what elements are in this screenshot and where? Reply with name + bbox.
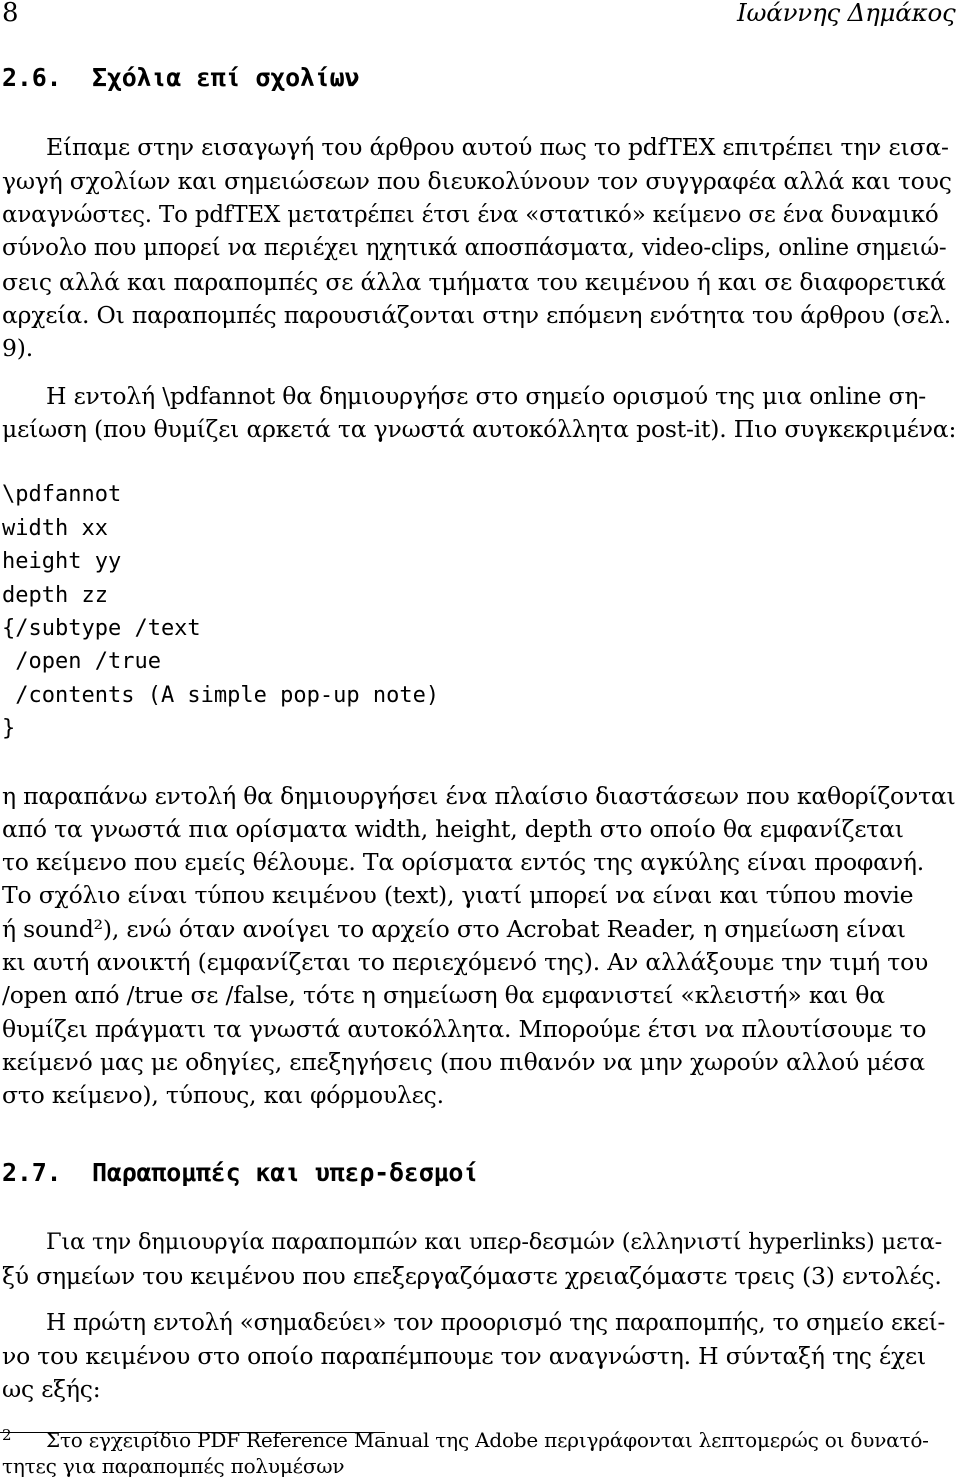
text-line: Το σχόλιο είναι τύπου κειμένου (text), γιατί μπορεί να είναι και τύπου movie (2, 881, 914, 909)
text-line: κείμενό μας με οδηγίες, επεξηγήσεις (που πιθανόν να μην χωρούν αλλού μέσα (2, 1048, 925, 1076)
text-line: ή sound²), ενώ όταν ανοίγει το αρχείο στο Acrobat Reader, η σημείωση είναι (2, 915, 906, 943)
running-header-author: Ιωάννης Δημάκος (737, 0, 956, 27)
text-line: /open από /true σε /false, τότε η σημείωση θα εμφανιστεί «κλειστή» και θα (2, 981, 885, 1009)
section-title: Σχόλια επί σχολίων (92, 63, 360, 92)
text-line: μείωση (που θυμίζει αρκετά τα γνωστά αυτοκόλλητα post-it). Πιο συγκεκριμένα: (2, 415, 957, 443)
text-line: Είπαμε στην εισαγωγή του άρθρου αυτού πως το pdfTEX επιτρέπει την εισα- (46, 133, 949, 161)
code-line: {/subtype /text (2, 616, 201, 641)
page-number: 8 (2, 0, 19, 28)
text-line: Η εντολή \pdfannot θα δημιουργήσε στο σημείο ορισμού της μια online ση- (46, 382, 927, 410)
text-line: γωγή σχολίων και σημειώσεων που διευκολύνουν τον συγγραφέα αλλά και τους (2, 167, 952, 195)
footnote-line: τητες για παραπομπές πολυμέσων (2, 1454, 345, 1478)
code-line: height yy (2, 549, 122, 574)
text-line: ως εξής: (2, 1375, 101, 1403)
text-line: ξύ σημείων του κειμένου που επεξεργαζόμαστε χρειαζόμαστε τρεις (3) εντολές. (2, 1262, 942, 1290)
code-line: depth zz (2, 583, 108, 608)
text-line: το κείμενο που εμείς θέλουμε. Τα ορίσματα εντός της αγκύλης είναι προφανή. (2, 848, 925, 876)
text-line: αναγνώστες. Το pdfTEX μετατρέπει έτσι ένα «στατικό» κείμενο σε ένα δυναμικό (2, 202, 939, 228)
text-line: από τα γνωστά πια ορίσματα width, height, depth στο οποίο θα εμφανίζεται (2, 815, 904, 843)
text-line: αρχεία. Οι παραπομπές παρουσιάζονται στην επόμενη ενότητα του άρθρου (σελ. (2, 301, 951, 329)
text-line: σύνολο που μπορεί να περιέχει ηχητικά αποσπάσματα, video-clips, online σημειώ- (2, 235, 947, 261)
text-line: η παραπάνω εντολή θα δημιουργήσει ένα πλαίσιο διαστάσεων που καθορίζονται (2, 782, 956, 810)
text-line: νο του κειμένου στο οποίο παραπέμπουμε τον αναγνώστη. Η σύνταξή της έχει (2, 1342, 926, 1370)
text-line: κι αυτή ανοικτή (εμφανίζεται το περιεχόμενό της). Αν αλλάξουμε την τιμή του (2, 948, 929, 976)
text-line: στο κείμενο), τύπους, και φόρμουλες. (2, 1081, 444, 1109)
text-line: Για την δημιουργία παραπομπών και υπερ-δεσμών (ελληνιστί hyperlinks) μετα- (46, 1229, 943, 1255)
section-title: Παραπομπές και υπερ-δεσμοί (92, 1158, 479, 1187)
code-line: /contents (A simple pop-up note) (2, 683, 440, 708)
code-line: \pdfannot (2, 482, 122, 507)
text-line: σεις αλλά και παραπομπές σε άλλα τμήματα του κειμένου ή και σε διαφορετικά (2, 268, 946, 296)
section-number: 2.7. (2, 1158, 62, 1187)
code-line: /open /true (2, 649, 161, 674)
text-line: Η πρώτη εντολή «σημαδεύει» τον προορισμό της παραπομπής, το σημείο εκεί- (46, 1310, 946, 1336)
text-line: 9). (2, 334, 33, 362)
footnote-mark: 2 (2, 1426, 12, 1444)
section-number: 2.6. (2, 63, 62, 92)
footnote-line: Στο εγχειρίδιο PDF Reference Manual της Adobe περιγράφονται λεπτομερώς οι δυνατό- (46, 1428, 929, 1452)
code-line: width xx (2, 516, 108, 541)
text-line: θυμίζει πράγματι τα γνωστά αυτοκόλλητα. Μπορούμε έτσι να πλουτίσουμε το (2, 1015, 927, 1043)
code-line: } (2, 716, 16, 741)
